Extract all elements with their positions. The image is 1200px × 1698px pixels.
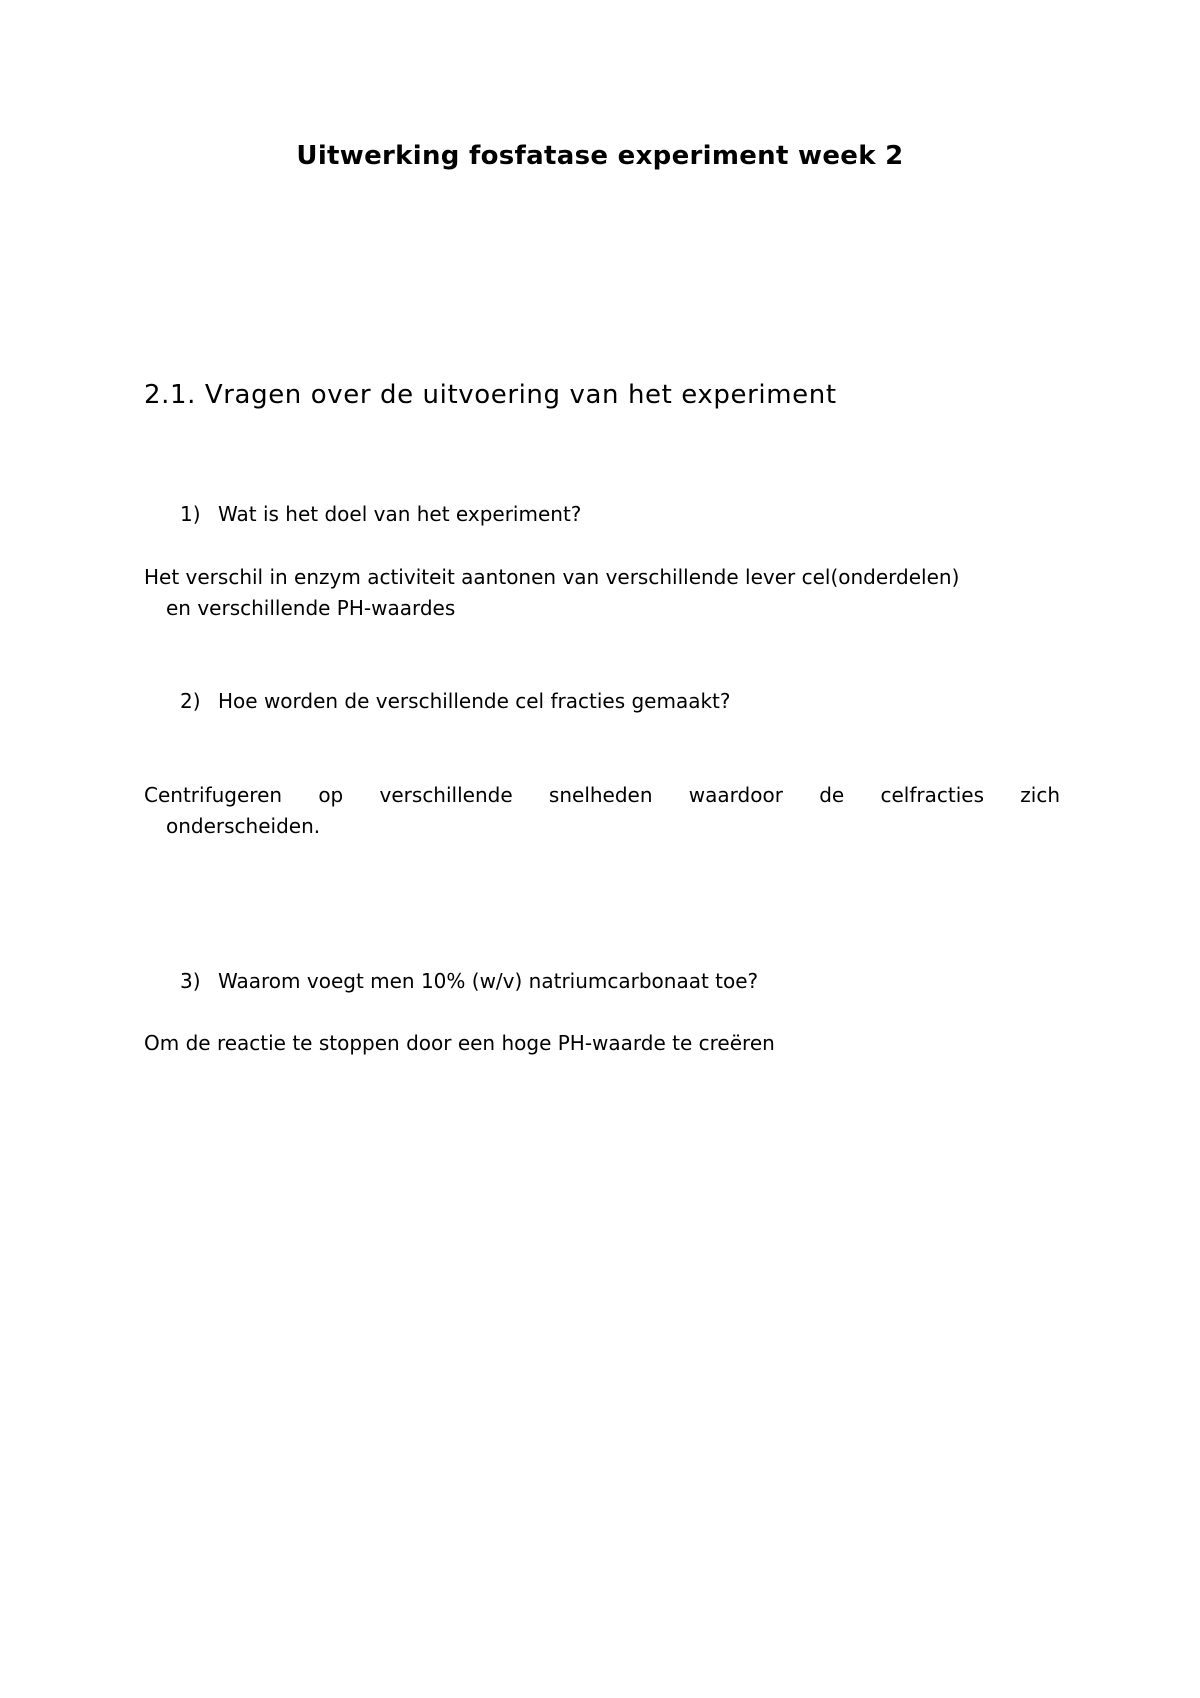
answer-3 [144,1028,1060,1059]
answer-2 [144,780,1060,842]
document-title: Uitwerking fosfatase experiment week 2 [296,141,904,171]
answer-line: Centrifugeren op verschillende snelheden waardoor de celfracties zich [144,783,1060,807]
answer-line: Het verschil in enzym activiteit aantonen van verschillende lever cel(onderdelen) [144,565,960,589]
question-3 [180,969,758,993]
question-2 [180,689,731,713]
question-number: 1) [180,502,201,526]
question-text: Wat is het doel van het experiment? [218,502,582,526]
question-text: Hoe worden de verschillende cel fracties gemaakt? [218,689,731,713]
question-number: 2) [180,689,201,713]
answer-line: en verschillende PH-waardes [166,596,456,620]
question-number: 3) [180,969,201,993]
answer-line: Om de reactie te stoppen door een hoge PH-waarde te creëren [144,1031,775,1055]
question-text: Waarom voegt men 10% (w/v) natriumcarbonaat toe? [218,969,759,993]
answer-line: onderscheiden. [166,814,321,838]
section-heading: 2.1. Vragen over de uitvoering van het experiment [144,380,837,410]
question-1 [180,502,581,526]
answer-1 [144,562,1060,624]
